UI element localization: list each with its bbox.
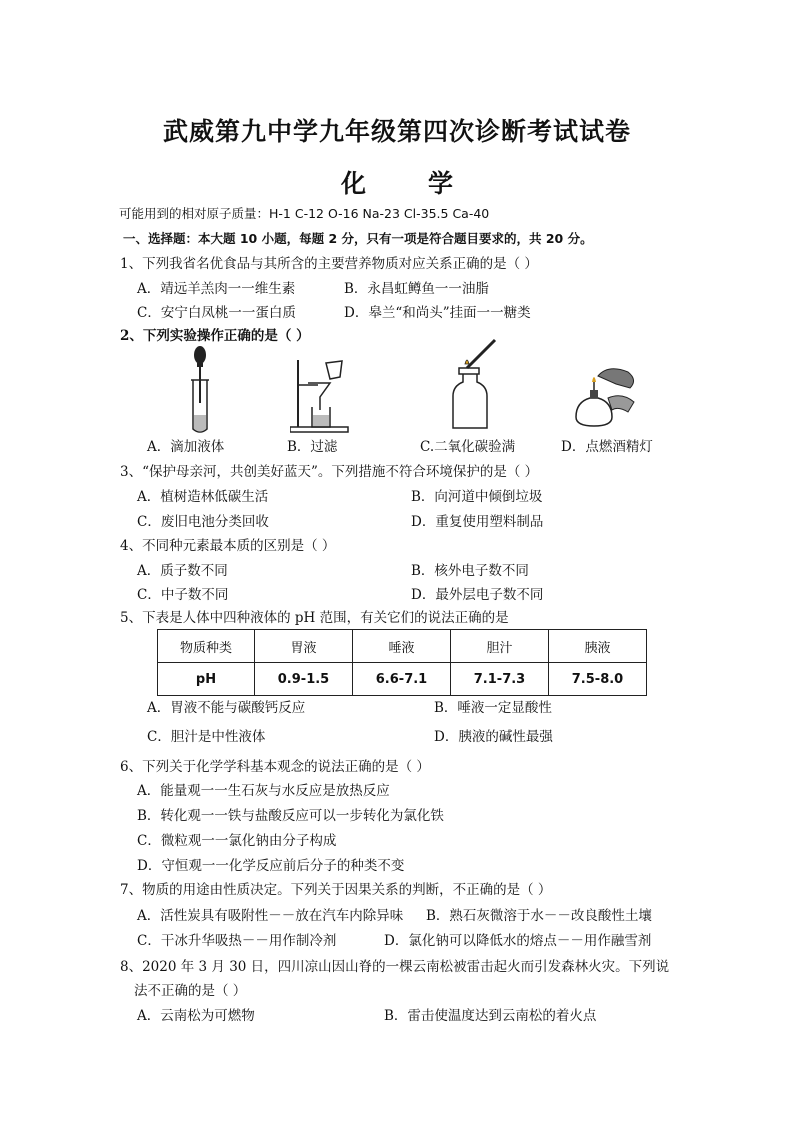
table-header-row xyxy=(158,630,647,663)
question-3-option-a: A．植树造林低碳生活 xyxy=(137,489,269,505)
question-4-option-d: D．最外层电子数不同 xyxy=(411,587,544,603)
question-6-option-a: A．能量观一一生石灰与水反应是放热反应 xyxy=(137,783,390,799)
question-3-stem: 3、“保护母亲河，共创美好蓝天”。下列措施不符合环境保护的是（ ） xyxy=(120,464,539,480)
alcohol-lamp-figure xyxy=(568,362,640,432)
table-cell: 胆汁 xyxy=(451,630,549,663)
table-cell: pH xyxy=(158,663,255,696)
question-2-option-d: D．点燃酒精灯 xyxy=(561,439,653,455)
ph-table xyxy=(157,629,647,696)
question-5-option-b: B．唾液一定显酸性 xyxy=(434,700,552,716)
table-row xyxy=(158,663,647,696)
question-1-option-a: A．靖远羊羔肉一一维生素 xyxy=(137,281,296,297)
filtration-figure xyxy=(290,355,352,435)
question-7-option-d: D．氯化钠可以降低水的熔点－－用作融雪剂 xyxy=(384,933,652,949)
question-1-option-c: C．安宁白凤桃一一蛋白质 xyxy=(137,305,296,321)
question-8-option-b: B．雷击使温度达到云南松的着火点 xyxy=(384,1008,597,1024)
table-cell: 7.1-7.3 xyxy=(451,663,549,696)
question-6-option-d: D．守恒观一一化学反应前后分子的种类不变 xyxy=(137,858,405,874)
question-2-option-b: B．过滤 xyxy=(287,439,338,455)
question-4-option-a: A．质子数不同 xyxy=(137,563,228,579)
question-5-option-d: D．胰液的碱性最强 xyxy=(434,729,553,745)
question-7-option-a: A．活性炭具有吸附性－－放在汽车内除异味 xyxy=(137,908,404,924)
question-4-option-b: B．核外电子数不同 xyxy=(411,563,529,579)
table-cell: 0.9-1.5 xyxy=(255,663,353,696)
question-7-option-b: B．熟石灰微溶于水－－改良酸性土壤 xyxy=(426,908,652,924)
table-cell: 6.6-7.1 xyxy=(353,663,451,696)
question-8-option-a: A．云南松为可燃物 xyxy=(137,1008,255,1024)
exam-title: 武威第九中学九年级第四次诊断考试试卷 xyxy=(162,117,631,146)
question-2-option-c: C.二氧化碳验满 xyxy=(420,439,516,455)
question-1-option-b: B．永昌虹鳟鱼一一油脂 xyxy=(344,281,489,297)
question-5-option-c: C．胆汁是中性液体 xyxy=(147,729,266,745)
question-5-option-a: A．胃液不能与碳酸钙反应 xyxy=(147,700,306,716)
question-7-stem: 7、物质的用途由性质决定。下列关于因果关系的判断，不正确的是（ ） xyxy=(120,882,552,898)
question-7-option-c: C．干冰升华吸热－－用作制冷剂 xyxy=(137,933,337,949)
question-1-option-d: D．皋兰“和尚头”挂面一一糖类 xyxy=(344,305,531,321)
question-6-stem: 6、下列关于化学学科基本观念的说法正确的是（ ） xyxy=(120,759,430,775)
question-6-option-c: C．微粒观一一氯化钠由分子构成 xyxy=(137,833,337,849)
table-cell: 胰液 xyxy=(549,630,647,663)
gas-bottle-figure xyxy=(445,338,505,433)
table-cell: 物质种类 xyxy=(158,630,255,663)
question-6-option-b: B．转化观一一铁与盐酸反应可以一步转化为氯化铁 xyxy=(137,808,444,824)
question-8-stem-continued: 法不正确的是（ ） xyxy=(134,983,247,999)
question-2-stem: 2、下列实验操作正确的是（ ） xyxy=(120,328,310,344)
question-2-option-a: A．滴加液体 xyxy=(147,439,225,455)
atomic-mass-line: 可能用到的相对原子质量：H-1 C-12 O-16 Na-23 Cl-35.5 Ca-40 xyxy=(119,206,490,221)
section-heading: 一、选择题：本大题 10 小题，每题 2 分，只有一项是符合题目要求的，共 20 分。 xyxy=(123,231,593,246)
question-4-stem: 4、不同种元素最本质的区别是（ ） xyxy=(120,538,336,554)
question-3-option-d: D．重复使用塑料制品 xyxy=(411,514,544,530)
table-cell: 7.5-8.0 xyxy=(549,663,647,696)
question-1-stem: 1、下列我省名优食品与其所含的主要营养物质对应关系正确的是（ ） xyxy=(120,256,538,272)
subject-heading: 化学 xyxy=(340,169,515,198)
question-3-option-b: B．向河道中倾倒垃圾 xyxy=(411,489,543,505)
question-5-stem: 5、下表是人体中四种液体的 pH 范围，有关它们的说法正确的是 xyxy=(120,610,509,626)
dropper-figure xyxy=(180,345,220,435)
question-8-stem: 8、2020 年 3 月 30 日，四川凉山因山脊的一棵云南松被雷击起火而引发森林火灾。下列说 xyxy=(120,959,670,975)
table-cell: 唾液 xyxy=(353,630,451,663)
question-3-option-c: C．废旧电池分类回收 xyxy=(137,514,269,530)
question-4-option-c: C．中子数不同 xyxy=(137,587,229,603)
table-cell: 胃液 xyxy=(255,630,353,663)
